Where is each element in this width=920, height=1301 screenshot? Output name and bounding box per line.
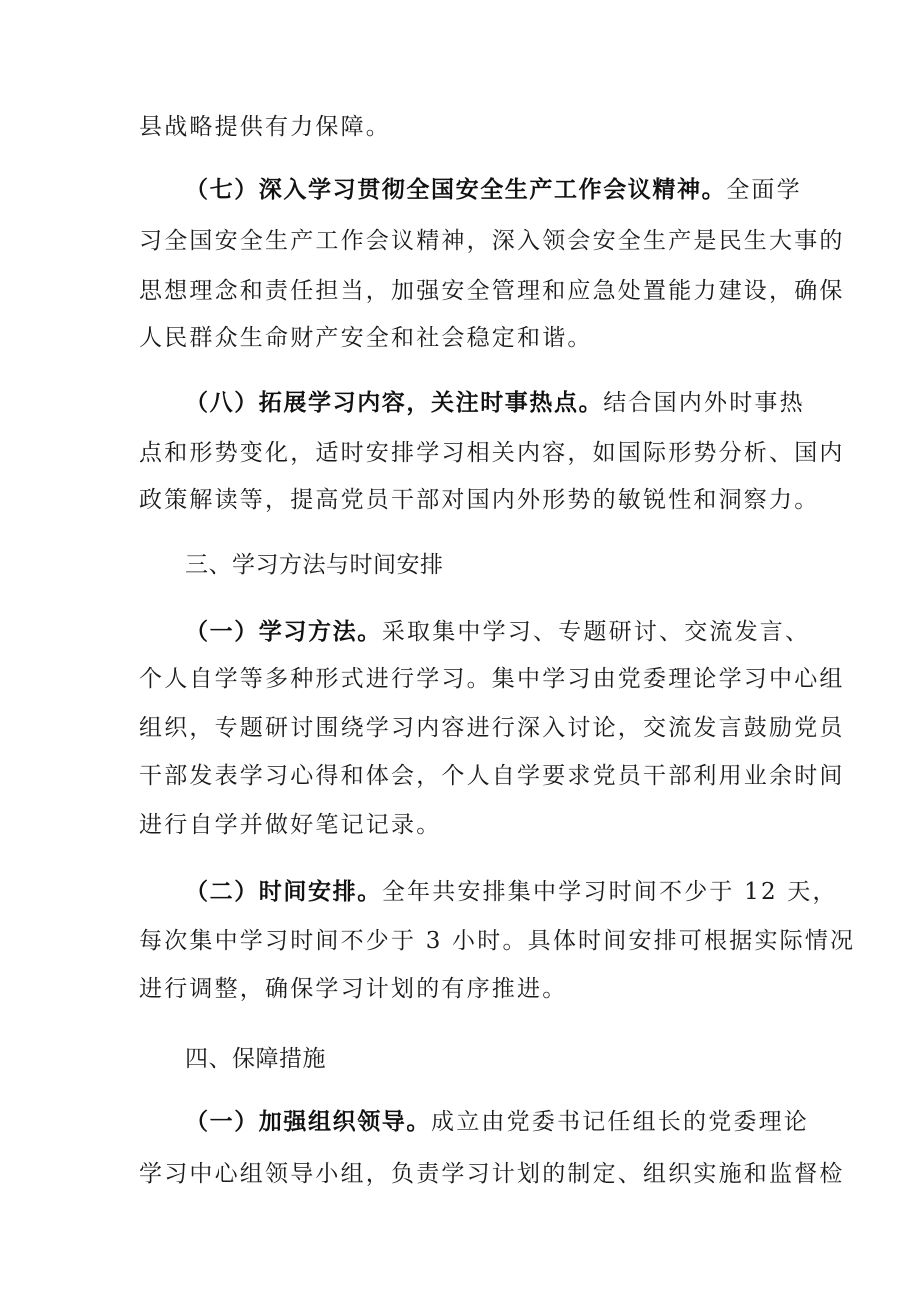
- paragraph-3-2-line-3: [139, 973, 789, 1005]
- text-line: 全年共安排集中学习时间不少于 12 天，: [381, 879, 838, 905]
- text-line: 政策解读等，提高党员干部对国内外形势的敏锐性和洞察力。: [139, 487, 820, 513]
- paragraph-8-lead: （八）拓展学习内容，关注时事热点。: [185, 390, 604, 416]
- section-heading-3: 三、学习方法与时间安排: [185, 552, 444, 578]
- text-line: 组织，专题研讨围绕学习内容进行深入讨论，交流发言鼓励党员: [139, 715, 845, 741]
- text-line: 采取集中学习、专题研讨、交流发言、: [381, 619, 811, 645]
- paragraph-4-1-line-2: [139, 1158, 845, 1190]
- paragraph-8-line-3: [139, 484, 820, 516]
- paragraph-7-lead: （七）深入学习贯彻全国安全生产工作会议精神。: [185, 177, 727, 203]
- text-line: 人民群众生命财产安全和社会稳定和谐。: [139, 325, 593, 351]
- text-line: 个人自学等多种形式进行学习。集中学习由党委理论学习中心组: [139, 666, 845, 692]
- paragraph-8-line-2: [139, 437, 845, 469]
- paragraph-3-1-line-3: [139, 712, 845, 744]
- paragraph-3-2-line-2: [139, 925, 856, 957]
- text-line: 全面学: [726, 177, 802, 203]
- paragraph-4-1-lead: （一）加强组织领导。: [185, 1109, 431, 1135]
- text-line: 县战略提供有力保障。: [139, 114, 391, 140]
- paragraph-3-1-line-1: [185, 616, 811, 648]
- paragraph-3-1-line-2: [139, 663, 845, 695]
- paragraph-4-1-line-1: [185, 1106, 809, 1138]
- text-line: 每次集中学习时间不少于 3 小时。具体时间安排可根据实际情况: [139, 928, 856, 954]
- paragraph-3-1-line-4: [139, 760, 845, 792]
- text-line: 思想理念和责任担当，加强安全管理和应急处置能力建设，确保: [139, 278, 845, 304]
- text-line: 进行自学并做好笔记记录。: [139, 812, 442, 838]
- paragraph-8-line-1: [185, 387, 805, 419]
- paragraph-7-line-4: [139, 322, 789, 354]
- paragraph-3-1-lead: （一）学习方法。: [185, 619, 382, 645]
- text-line: 点和形势变化，适时安排学习相关内容，如国际形势分析、国内: [139, 440, 845, 466]
- paragraph-7-line-3: [139, 275, 845, 307]
- text-line: 进行调整，确保学习计划的有序推进。: [139, 976, 568, 1002]
- section-heading-4: 四、保障措施: [185, 1046, 326, 1072]
- paragraph-3-1-line-5: [139, 809, 789, 841]
- text-line: 结合国内外时事热: [603, 390, 805, 416]
- paragraph-7-line-1: [185, 174, 802, 206]
- paragraph-3-2-line-1: [185, 876, 838, 908]
- text-line: 学习中心组领导小组，负责学习计划的制定、组织实施和监督检: [139, 1161, 845, 1187]
- text-line: 习全国安全生产工作会议精神，深入领会安全生产是民生大事的: [139, 228, 845, 254]
- paragraph-7-line-2: [139, 225, 845, 257]
- paragraph-continuation: [139, 111, 789, 143]
- text-line: 成立由党委书记任组长的党委理论: [431, 1109, 809, 1135]
- text-line: 干部发表学习心得和体会，个人自学要求党员干部利用业余时间: [139, 763, 845, 789]
- paragraph-3-2-lead: （二）时间安排。: [185, 879, 382, 905]
